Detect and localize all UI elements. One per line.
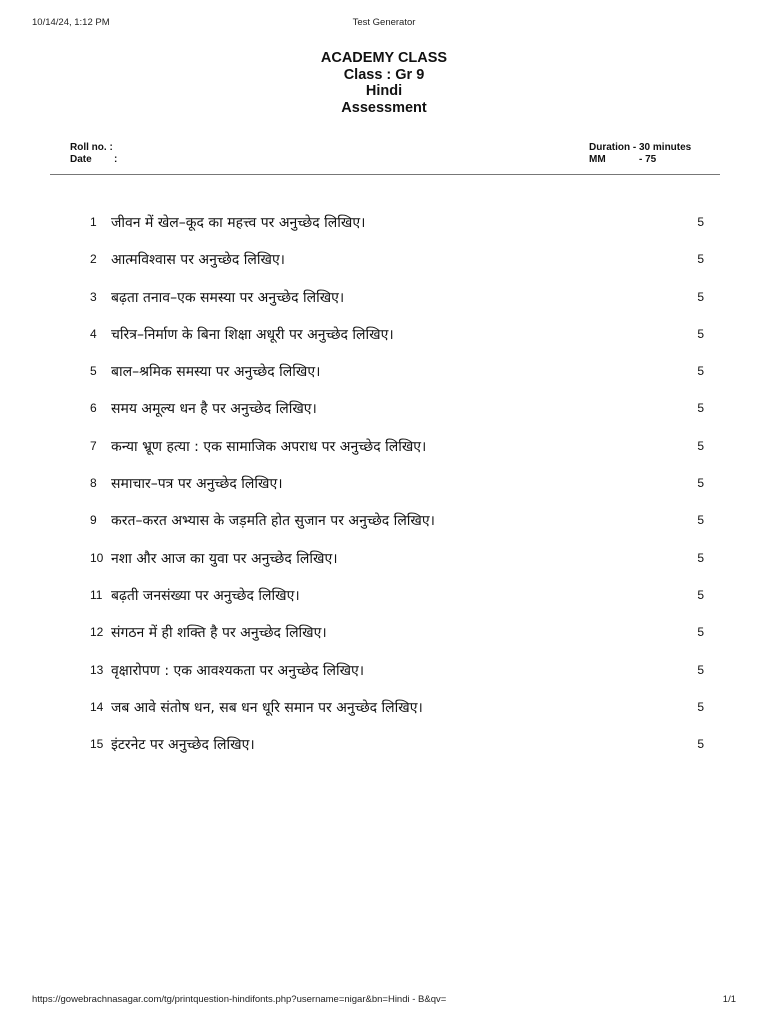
question-text: बढ़ता तनाव–एक समस्या पर अनुच्छेद लिखिए। [111, 289, 345, 306]
print-header [32, 17, 736, 28]
question-item [90, 733, 704, 770]
question-marks: 5 [697, 364, 704, 379]
exam-details [589, 142, 729, 166]
question-item [90, 584, 704, 621]
title-block [0, 50, 768, 116]
question-text: आत्मविश्वास पर अनुच्छेद लिखिए। [111, 252, 285, 269]
question-number: 9 [90, 513, 97, 528]
question-marks: 5 [697, 737, 704, 752]
question-number: 2 [90, 252, 97, 267]
print-page-title: Test Generator [352, 17, 416, 28]
question-text: समय अमूल्य धन है पर अनुच्छेद लिखिए। [111, 401, 317, 418]
student-meta [70, 142, 117, 166]
question-marks: 5 [697, 513, 704, 528]
question-marks: 5 [697, 699, 704, 714]
question-marks: 5 [697, 625, 704, 640]
question-item [90, 547, 704, 584]
question-number: 6 [90, 401, 97, 416]
question-item [90, 621, 704, 658]
question-item [90, 397, 704, 434]
max-marks-value: - 75 [639, 154, 657, 165]
question-item [90, 472, 704, 509]
question-marks: 5 [697, 438, 704, 453]
question-text: इंटरनेट पर अनुच्छेद लिखिए। [111, 737, 255, 754]
question-text: कन्या भ्रूण हत्या : एक सामाजिक अपराध पर अनुच्छेद लिखिए। [111, 438, 427, 455]
question-item [90, 211, 704, 248]
question-number: 1 [90, 215, 97, 229]
question-text: नशा और आज का युवा पर अनुच्छेद लिखिए। [111, 550, 338, 567]
question-number: 12 [90, 625, 104, 640]
page-count: 1/1 [722, 994, 736, 1005]
question-number: 11 [90, 587, 103, 602]
question-number: 10 [90, 550, 104, 565]
question-text: बढ़ती जनसंख्या पर अनुच्छेद लिखिए। [111, 587, 300, 604]
question-text: चरित्र–निर्माण के बिना शिक्षा अधूरी पर अनुच्छेद लिखिए। [111, 326, 394, 343]
max-marks-label: MM [589, 154, 606, 165]
question-marks: 5 [697, 401, 704, 416]
question-number: 13 [90, 662, 104, 677]
question-item [90, 248, 704, 285]
question-number: 5 [90, 364, 97, 379]
question-marks: 5 [697, 587, 704, 602]
question-item [90, 360, 704, 397]
print-datetime: 10/14/24, 1:12 PM [32, 17, 110, 28]
date-label: Date [70, 154, 92, 165]
question-marks: 5 [697, 476, 704, 491]
question-item [90, 286, 704, 323]
question-marks: 5 [697, 326, 704, 341]
question-item [90, 435, 704, 472]
question-item [90, 659, 704, 696]
roll-no-label: Roll no. : [70, 142, 113, 153]
question-number: 7 [90, 438, 97, 453]
question-item [90, 509, 704, 546]
class-label: Class : Gr 9 [343, 66, 425, 83]
assessment-label: Assessment [341, 99, 427, 116]
question-text: संगठन में ही शक्ति है पर अनुच्छेद लिखिए। [111, 625, 327, 642]
institute-name: ACADEMY CLASS [320, 50, 448, 66]
header-divider [50, 174, 720, 175]
question-text: वृक्षारोपण : एक आवश्यकता पर अनुच्छेद लिखिए। [111, 662, 365, 679]
print-footer [32, 994, 736, 1005]
duration-label: Duration - 30 minutes [589, 142, 692, 153]
subject-label: Hindi [365, 83, 403, 99]
question-marks: 5 [697, 289, 704, 304]
question-number: 4 [90, 326, 97, 341]
page-url: https://gowebrachnasagar.com/tg/printquestion-hindifonts.php?username=nigar&bn=Hindi - B&qv= [32, 994, 447, 1005]
question-marks: 5 [697, 550, 704, 565]
question-marks: 5 [697, 252, 704, 267]
question-text: बाल–श्रमिक समस्या पर अनुच्छेद लिखिए। [111, 364, 321, 381]
question-text: जीवन में खेल–कूद का महत्त्व पर अनुच्छेद लिखिए। [111, 215, 366, 231]
question-item [90, 323, 704, 360]
question-text: समाचार–पत्र पर अनुच्छेद लिखिए। [111, 476, 283, 493]
question-number: 14 [90, 699, 104, 714]
date-separator: : [114, 154, 118, 165]
question-text: जब आवे संतोष धन, सब धन धूरि समान पर अनुच्छेद लिखिए। [111, 699, 423, 716]
question-number: 15 [90, 737, 104, 752]
question-item [90, 696, 704, 733]
question-text: करत–करत अभ्यास के जड़मति होत सुजान पर अनुच्छेद लिखिए। [111, 513, 435, 530]
question-number: 8 [90, 476, 97, 491]
question-marks: 5 [697, 215, 704, 229]
question-list [90, 211, 704, 770]
question-marks: 5 [697, 662, 704, 677]
question-number: 3 [90, 289, 97, 304]
